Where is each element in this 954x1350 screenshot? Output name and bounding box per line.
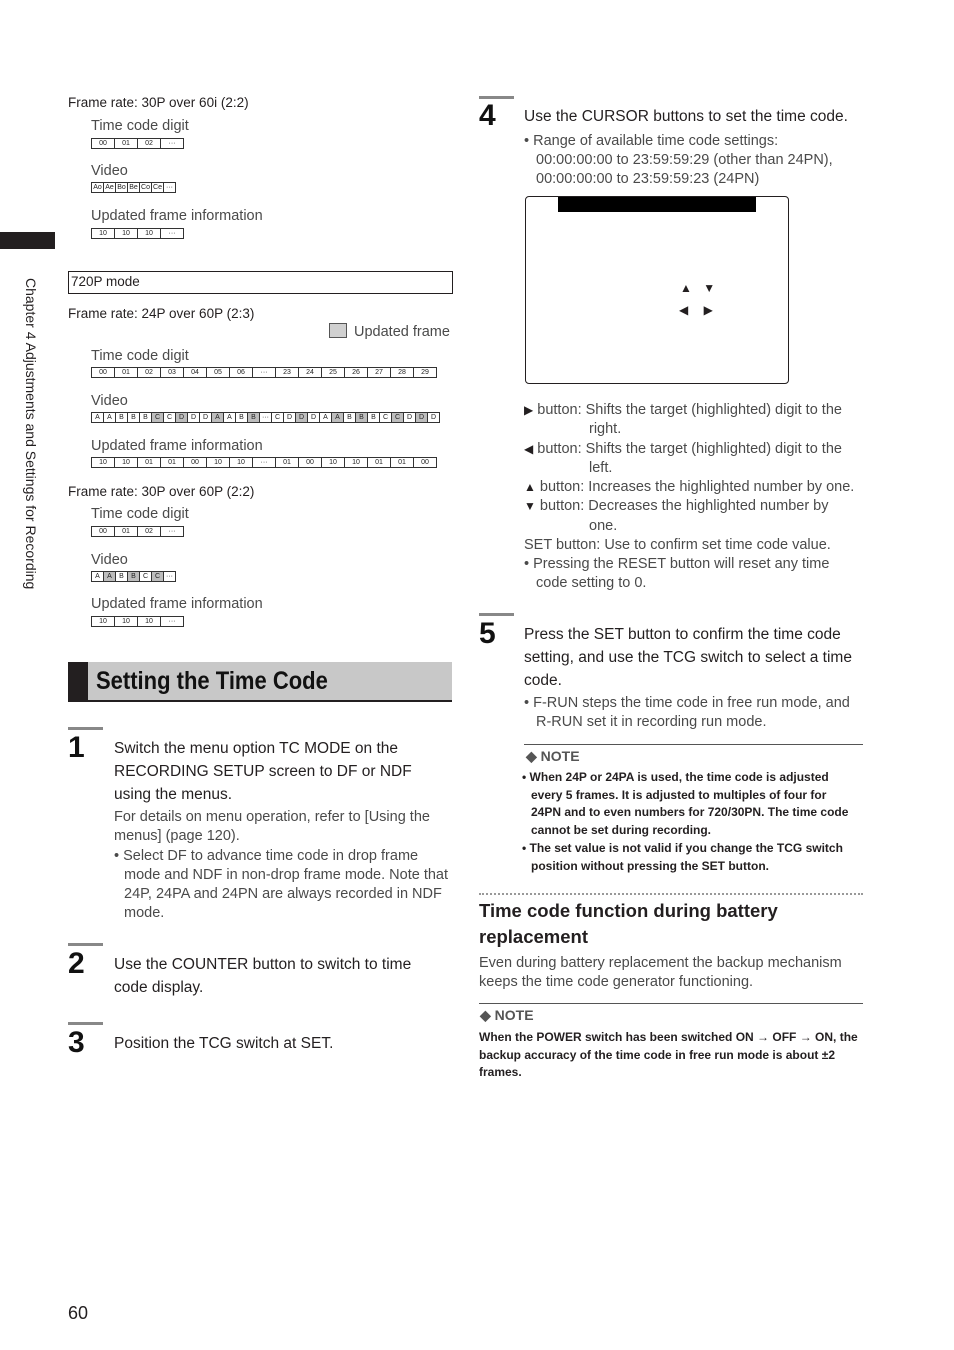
updated-frame-cell-2: 10: [229, 457, 253, 468]
note2-header: ◆ NOTE: [480, 1007, 534, 1023]
btn-left-text: button: Shifts the target (highlighted) digit to the: [537, 441, 842, 457]
step1-detail: For details on menu operation, refer to [Using the menus] (page 120).: [114, 809, 430, 844]
step2-number: 2: [68, 947, 85, 980]
mode-box-label: 720P mode: [71, 274, 140, 289]
updated-frame-cell-2: 01: [367, 457, 391, 468]
chapter-label: Chapter 4 Adjustments and Settings for Recording: [23, 278, 39, 590]
video-cell-3: C: [139, 571, 152, 582]
video-cell-2: D: [283, 412, 296, 423]
page-number: 60: [68, 1303, 89, 1323]
video-cell-2: A: [211, 412, 224, 423]
video-cell-2: A: [223, 412, 236, 423]
note1-bullet-2: • The set value is not valid if you change the TCG switch position without pressing the SET button.: [522, 841, 843, 873]
video-cell-2: B: [115, 412, 128, 423]
video-cell-2: B: [139, 412, 152, 423]
step1-bullet: • Select DF to advance time code in drop frame mode and NDF in non-drop frame mode. Note that 24P, 24PA and 24PN are always recorded in NDF mode.: [114, 848, 448, 921]
section-header-bar: [68, 662, 88, 700]
video-cell-1: ···: [163, 182, 176, 193]
step4-text: Use the CURSOR buttons to set the time code.: [524, 108, 848, 125]
tc-digit-cell-2: 29: [413, 367, 437, 378]
step2-text: Use the COUNTER button to switch to time code display.: [114, 956, 412, 996]
tc-digit-cell-3: ···: [160, 526, 184, 537]
tc-digit-cell-2: 23: [275, 367, 299, 378]
updated-frame-legend-swatch: [329, 323, 347, 338]
updated-frame-cell-1: 10: [91, 228, 115, 239]
tc-digit-cell-2: 26: [344, 367, 368, 378]
video-label-3: Video: [91, 552, 128, 568]
section-header: [68, 662, 452, 702]
video-cell-3: A: [103, 571, 116, 582]
tc-digit-cell-2: 24: [298, 367, 322, 378]
video-cell-3: A: [91, 571, 104, 582]
btn-up-text: button: Increases the highlighted number by one.: [539, 479, 855, 495]
tc-digit-cell-1: 02: [137, 138, 161, 149]
tc-digit-cell-3: 01: [114, 526, 138, 537]
video-cell-2: C: [163, 412, 176, 423]
video-cell-2: D: [175, 412, 188, 423]
video-cell-2: C: [151, 412, 164, 423]
updated-frame-cell-3: 10: [91, 616, 115, 627]
updated-frame-cell-2: 10: [344, 457, 368, 468]
tc-digit-cell-2: 25: [321, 367, 345, 378]
updated-frame-label-1: Updated frame information: [91, 208, 263, 224]
video-cell-1: Be: [127, 182, 140, 193]
updated-frame-cell-2: 00: [183, 457, 207, 468]
updated-frame-cell-2: 01: [137, 457, 161, 468]
video-cell-3: ···: [163, 571, 176, 582]
video-cell-2: B: [247, 412, 260, 423]
video-cell-2: C: [271, 412, 284, 423]
tc-digit-cells-3: [91, 526, 183, 536]
video-cell-2: D: [415, 412, 428, 423]
section-title: Setting the Time Code: [96, 667, 328, 695]
note1-header: ◆ NOTE: [526, 748, 580, 764]
btn-down-desc-cont: one.: [589, 518, 618, 534]
left-arrow-icon: ◀: [524, 442, 534, 456]
video-cell-3: B: [115, 571, 128, 582]
screen-illustration: [525, 196, 789, 384]
video-cell-2: D: [295, 412, 308, 423]
step3-text: Position the TCG switch at SET.: [114, 1035, 334, 1052]
tc-digit-label-2: Time code digit: [91, 348, 189, 364]
mode-box: [68, 271, 453, 294]
video-cell-2: D: [187, 412, 200, 423]
updated-frame-cells-2: [91, 457, 436, 467]
note2-rule: [479, 1003, 863, 1004]
updated-frame-label-3: Updated frame information: [91, 596, 263, 612]
video-cell-2: D: [403, 412, 416, 423]
right-arrow-icon: ▶: [524, 403, 534, 417]
subsection-body: Even during battery replacement the backup mechanism keeps the time code generator functioning.: [479, 955, 842, 990]
reset-bullet: • Pressing the RESET button will reset any time code setting to 0.: [524, 556, 830, 591]
video-cell-2: A: [331, 412, 344, 423]
updated-frame-cell-2: 10: [91, 457, 115, 468]
btn-down-text: button: Decreases the highlighted number by: [539, 498, 829, 514]
step2-bar: [68, 943, 103, 946]
step5-bullet: • F-RUN steps the time code in free run mode, and R-RUN set it in recording run mode.: [524, 695, 850, 730]
tc-digit-cells-1: [91, 138, 183, 148]
updated-frame-cell-2: 01: [275, 457, 299, 468]
video-cell-2: A: [319, 412, 332, 423]
tc-digit-cell-2: 00: [91, 367, 115, 378]
video-cell-2: ···: [259, 412, 272, 423]
video-cell-3: C: [151, 571, 164, 582]
step5-text: Press the SET button to confirm the time code setting, and use the TCG switch to select a time code.: [524, 626, 852, 689]
updated-frame-cell-2: 00: [413, 457, 437, 468]
updated-frame-cell-2: 10: [114, 457, 138, 468]
video-cell-2: A: [103, 412, 116, 423]
screen-up-down-arrows: ▲ ▼: [680, 281, 720, 295]
note2-body: When the POWER switch has been switched ON → OFF → ON, the backup accuracy of the time code in free run mode is about ±2 frames.: [479, 1030, 858, 1080]
step3-number: 3: [68, 1026, 85, 1059]
updated-frame-cell-2: 10: [321, 457, 345, 468]
updated-frame-label-2: Updated frame information: [91, 438, 263, 454]
frame-rate-title-2: Frame rate: 24P over 60P (2:3): [68, 306, 255, 321]
video-cell-2: A: [91, 412, 104, 423]
step4-bullet-line1: • Range of available time code settings:: [524, 133, 779, 149]
video-cell-2: D: [427, 412, 440, 423]
screen-highlight-bar: [558, 197, 756, 212]
tc-digit-cell-2: 05: [206, 367, 230, 378]
tc-digit-cell-2: 01: [114, 367, 138, 378]
updated-frame-cell-1: ···: [160, 228, 184, 239]
tc-digit-cell-1: 00: [91, 138, 115, 149]
frame-rate-title-1: Frame rate: 30P over 60i (2:2): [68, 95, 249, 110]
tc-digit-cell-1: ···: [160, 138, 184, 149]
updated-frame-cells-3: [91, 616, 183, 626]
video-cell-1: Ae: [103, 182, 116, 193]
video-cell-2: B: [235, 412, 248, 423]
step4-bullet-line2: 00:00:00:00 to 23:59:59:29 (other than 24PN),: [536, 152, 833, 168]
updated-frame-cell-2: 01: [390, 457, 414, 468]
tc-digit-label-3: Time code digit: [91, 506, 189, 522]
video-cell-2: B: [127, 412, 140, 423]
video-cell-2: D: [199, 412, 212, 423]
video-cell-1: Co: [139, 182, 152, 193]
step1-bar: [68, 727, 103, 730]
updated-frame-cell-2: ···: [252, 457, 276, 468]
updated-frame-cell-1: 10: [137, 228, 161, 239]
note1-bullet-1: • When 24P or 24PA is used, the time code is adjusted every 5 frames. It is adjusted to multiples of four for 24PN and to even numbers for 720/30PN. The time code cannot be set during recording.: [522, 770, 849, 837]
video-cell-2: B: [343, 412, 356, 423]
updated-frame-legend-label: Updated frame: [354, 324, 450, 340]
subsection-title: Time code function during battery replacement: [479, 900, 778, 947]
up-arrow-icon: ▲: [524, 480, 536, 494]
video-cell-1: Ao: [91, 182, 104, 193]
video-cell-2: C: [379, 412, 392, 423]
step3-bar: [68, 1022, 103, 1025]
tc-digit-cell-2: 28: [390, 367, 414, 378]
step5-bar: [479, 613, 514, 616]
note1-rule: [524, 744, 863, 745]
updated-frame-cell-2: 00: [298, 457, 322, 468]
step4-bullet-line3: 00:00:00:00 to 23:59:59:23 (24PN): [536, 171, 760, 187]
frame-rate-title-3: Frame rate: 30P over 60P (2:2): [68, 484, 255, 499]
updated-frame-cells-1: [91, 228, 183, 238]
video-cells-2: [91, 412, 439, 422]
video-cell-1: Ce: [151, 182, 164, 193]
updated-frame-cell-2: 01: [160, 457, 184, 468]
tc-digit-label-1: Time code digit: [91, 118, 189, 134]
updated-frame-cell-2: 10: [206, 457, 230, 468]
tc-digit-cell-2: 04: [183, 367, 207, 378]
tc-digit-cell-3: 02: [137, 526, 161, 537]
tc-digit-cell-2: 02: [137, 367, 161, 378]
step5-number: 5: [479, 617, 496, 650]
dotted-divider: [479, 893, 863, 895]
video-cell-1: Bo: [115, 182, 128, 193]
tc-digit-cell-1: 01: [114, 138, 138, 149]
btn-left-desc: [524, 440, 842, 459]
video-cells-3: [91, 571, 175, 581]
tc-digit-cell-2: ···: [252, 367, 276, 378]
set-button-desc: SET button: Use to confirm set time code value.: [524, 537, 831, 553]
tc-digit-cell-2: 03: [160, 367, 184, 378]
chapter-tab-marker: [0, 232, 55, 249]
video-cell-2: D: [307, 412, 320, 423]
btn-up-desc: [524, 478, 854, 497]
btn-right-desc-cont: right.: [589, 421, 622, 437]
tc-digit-cell-2: 27: [367, 367, 391, 378]
video-cell-2: B: [355, 412, 368, 423]
video-cell-2: B: [367, 412, 380, 423]
video-label-2: Video: [91, 393, 128, 409]
step1-text: Switch the menu option TC MODE on the RECORDING SETUP screen to DF or NDF using the menus.: [114, 740, 412, 803]
updated-frame-cell-1: 10: [114, 228, 138, 239]
updated-frame-cell-3: 10: [114, 616, 138, 627]
tc-digit-cell-3: 00: [91, 526, 115, 537]
updated-frame-cell-3: 10: [137, 616, 161, 627]
down-arrow-icon: ▼: [524, 499, 536, 513]
video-label-1: Video: [91, 163, 128, 179]
btn-right-text: button: Shifts the target (highlighted) digit to the: [537, 402, 842, 418]
tc-digit-cells-2: [91, 367, 436, 377]
video-cell-2: C: [391, 412, 404, 423]
video-cell-3: B: [127, 571, 140, 582]
step4-number: 4: [479, 99, 496, 132]
step1-number: 1: [68, 731, 85, 764]
video-cells-1: [91, 182, 175, 192]
btn-right-desc: [524, 401, 842, 420]
btn-down-desc: [524, 497, 829, 516]
screen-left-right-arrows: ◀ ▶: [679, 303, 719, 317]
btn-left-desc-cont: left.: [589, 460, 613, 476]
updated-frame-cell-3: ···: [160, 616, 184, 627]
tc-digit-cell-2: 06: [229, 367, 253, 378]
